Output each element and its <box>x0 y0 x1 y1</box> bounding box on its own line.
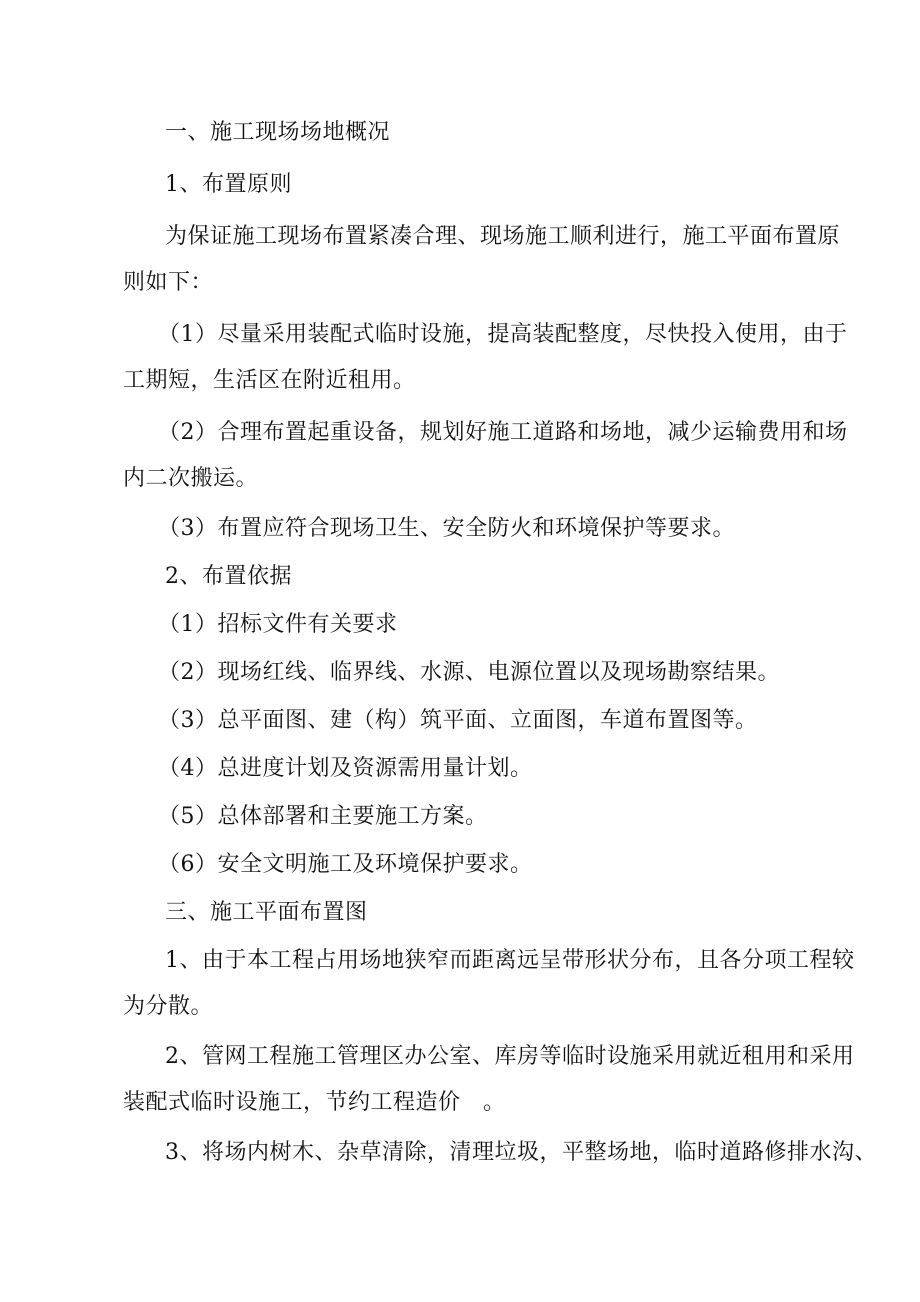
paragraph-line: 1、由于本工程占用场地狭窄而距离远呈带形状分布，且各分项工程较 <box>165 948 855 973</box>
paragraph-line: 则如下： <box>123 270 214 295</box>
list-item: （5）总体部署和主要施工方案。 <box>158 804 488 829</box>
section-heading: 一、施工现场场地概况 <box>165 120 391 145</box>
subsection-heading: 2、布置依据 <box>165 564 292 589</box>
list-item: （3）布置应符合现场卫生、安全防火和环境保护等要求。 <box>158 516 735 541</box>
list-item-cont: 工期短，生活区在附近租用。 <box>123 368 416 393</box>
list-item: （6）安全文明施工及环境保护要求。 <box>158 852 533 877</box>
paragraph-line: 为保证施工现场布置紧凑合理、现场施工顺利进行，施工平面布置原 <box>165 224 841 249</box>
paragraph-line: 为分散。 <box>123 994 214 1019</box>
list-item: （2）合理布置起重设备，规划好施工道路和场地，减少运输费用和场 <box>158 420 848 445</box>
list-item: （1）招标文件有关要求 <box>158 612 398 637</box>
list-item-cont: 内二次搬运。 <box>123 466 259 491</box>
paragraph-line: 3、将场内树木、杂草清除，清理垃圾，平整场地，临时道路修排水沟、 <box>165 1140 877 1165</box>
paragraph-line: 装配式临时设施工，节约工程造价 。 <box>123 1090 506 1115</box>
subsection-heading: 1、布置原则 <box>165 172 292 197</box>
paragraph-line: 2、管网工程施工管理区办公室、库房等临时设施采用就近租用和采用 <box>165 1044 855 1069</box>
list-item: （4）总进度计划及资源需用量计划。 <box>158 756 533 781</box>
list-item: （1）尽量采用装配式临时设施，提高装配整度，尽快投入使用，由于 <box>158 322 848 347</box>
list-item: （2）现场红线、临界线、水源、电源位置以及现场勘察结果。 <box>158 660 780 685</box>
list-item: （3）总平面图、建（构）筑平面、立面图，车道布置图等。 <box>158 708 758 733</box>
section-heading: 三、施工平面布置图 <box>165 900 368 925</box>
